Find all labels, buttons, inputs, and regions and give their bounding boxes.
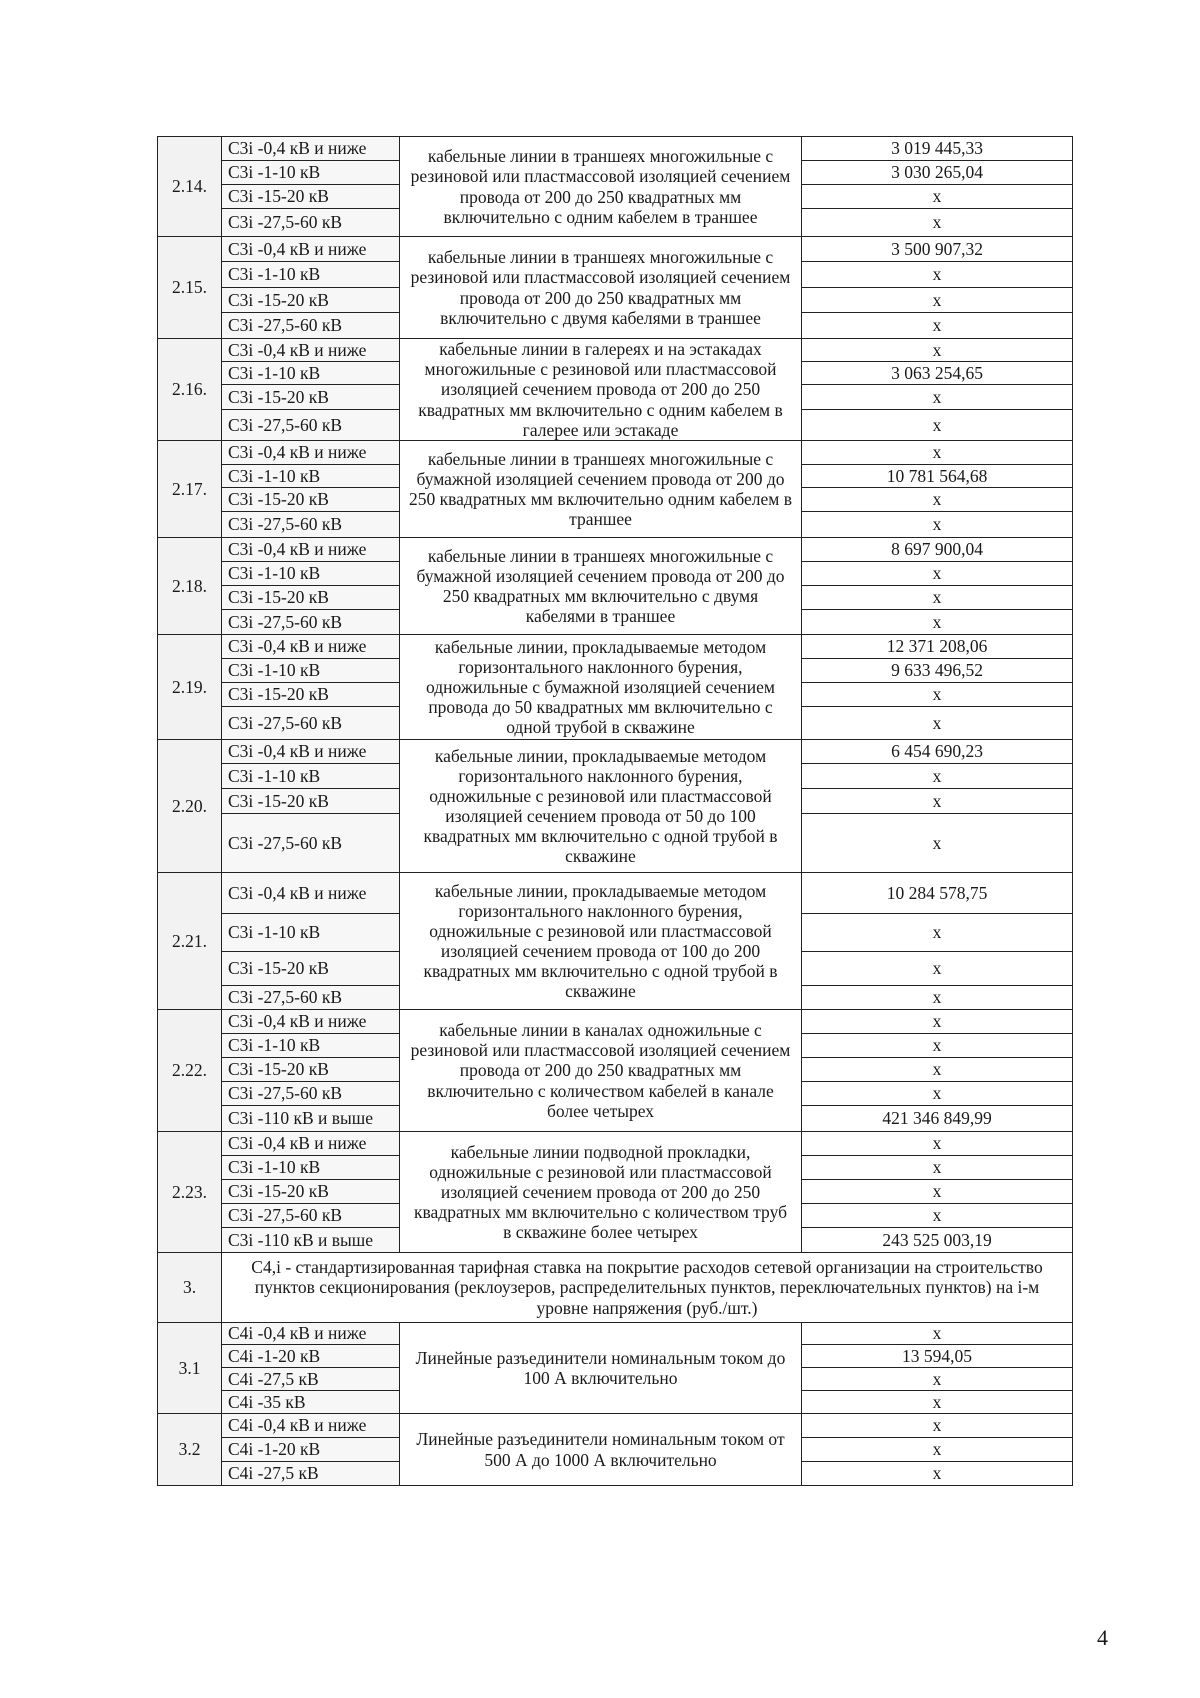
tariff-value: 9 633 496,52 (802, 659, 1073, 683)
table-row (158, 873, 1073, 914)
table-row (158, 1132, 1073, 1156)
voltage-level: С3i -1-10 кВ (222, 659, 400, 683)
voltage-level: С3i -27,5-60 кВ (222, 410, 400, 441)
voltage-level: С3i -27,5-60 кВ (222, 512, 400, 538)
voltage-level: С3i -27,5-60 кВ (222, 814, 400, 873)
tariff-value: x (802, 209, 1073, 237)
table-row (158, 339, 1073, 362)
table-row (158, 1323, 1073, 1345)
table-row (158, 237, 1073, 262)
voltage-level: С3i -15-20 кВ (222, 385, 400, 410)
voltage-level: С3i -15-20 кВ (222, 586, 400, 610)
table-row (158, 740, 1073, 764)
voltage-level: С3i -27,5-60 кВ (222, 1204, 400, 1228)
item-description: кабельные линии в траншеях многожильные с резиновой или пластмассовой изоляцией сечением провода от 200 до 250 квадратных мм включительно с одним кабелем в траншее (400, 137, 802, 237)
tariff-value: x (802, 339, 1073, 362)
tariff-value: 3 019 445,33 (802, 137, 1073, 161)
voltage-level: С3i -0,4 кВ и ниже (222, 441, 400, 465)
voltage-level: С3i -110 кВ и выше (222, 1106, 400, 1132)
voltage-level: С4i -27,5 кВ (222, 1368, 400, 1391)
page-number: 4 (1097, 1625, 1108, 1650)
tariff-value: 10 781 564,68 (802, 465, 1073, 488)
item-description: кабельные линии в каналах одножильные с резиновой или пластмассовой изоляцией сечением провода от 200 до 250 квадратных мм включительно с количеством кабелей в канале более четырех (400, 1010, 802, 1132)
voltage-level: С3i -0,4 кВ и ниже (222, 873, 400, 914)
tariff-value: x (802, 488, 1073, 512)
voltage-level: С3i -27,5-60 кВ (222, 209, 400, 237)
item-description: кабельные линии в траншеях многожильные с резиновой или пластмассовой изоляцией сечением провода от 200 до 250 квадратных мм включительно с двумя кабелями в траншее (400, 237, 802, 339)
voltage-level: С3i -27,5-60 кВ (222, 610, 400, 635)
item-number: 2.19. (158, 635, 222, 740)
voltage-level: С3i -27,5-60 кВ (222, 1082, 400, 1106)
voltage-level: С4i -0,4 кВ и ниже (222, 1414, 400, 1438)
voltage-level: С3i -1-10 кВ (222, 262, 400, 288)
voltage-level: С3i -1-10 кВ (222, 914, 400, 952)
tariff-table (157, 136, 1073, 1486)
voltage-level: С3i -0,4 кВ и ниже (222, 237, 400, 262)
tariff-value: x (802, 1414, 1073, 1438)
tariff-value: x (802, 914, 1073, 952)
section-text: С4,i - стандартизированная тарифная ставка на покрытие расходов сетевой организации на строительство пунктов секционирования (реклоузеров, распределительных пунктов, переключательных пунктов) на i-м уровне напряжения (руб./шт.) (222, 1253, 1073, 1323)
tariff-value: x (802, 441, 1073, 465)
table-row (158, 635, 1073, 659)
voltage-level: С3i -15-20 кВ (222, 683, 400, 707)
voltage-level: С3i -27,5-60 кВ (222, 707, 400, 740)
voltage-level: С3i -0,4 кВ и ниже (222, 137, 400, 161)
item-number: 2.21. (158, 873, 222, 1010)
voltage-level: С4i -1-20 кВ (222, 1438, 400, 1462)
tariff-value: x (802, 1391, 1073, 1414)
tariff-value: x (802, 512, 1073, 538)
voltage-level: С3i -27,5-60 кВ (222, 313, 400, 339)
tariff-value: 421 346 849,99 (802, 1106, 1073, 1132)
item-number: 2.14. (158, 137, 222, 237)
item-number: 2.16. (158, 339, 222, 441)
item-description: кабельные линии, прокладываемые методом горизонтального наклонного бурения, одножильные с бумажной изоляцией сечением провода до 50 квадратных мм включительно с одной трубой в скважине (400, 635, 802, 740)
tariff-value: x (802, 1082, 1073, 1106)
tariff-value: x (802, 610, 1073, 635)
voltage-level: С3i -1-10 кВ (222, 1156, 400, 1180)
tariff-value: x (802, 1323, 1073, 1345)
tariff-value: x (802, 1132, 1073, 1156)
tariff-value: 13 594,05 (802, 1345, 1073, 1368)
tariff-value: 8 697 900,04 (802, 538, 1073, 562)
voltage-level: С3i -1-10 кВ (222, 562, 400, 586)
voltage-level: С3i -15-20 кВ (222, 1058, 400, 1082)
voltage-level: С3i -1-10 кВ (222, 1034, 400, 1058)
tariff-value: 3 030 265,04 (802, 161, 1073, 185)
tariff-value: x (802, 288, 1073, 313)
tariff-value: x (802, 764, 1073, 789)
item-number: 2.20. (158, 740, 222, 873)
tariff-value: x (802, 262, 1073, 288)
table-row (158, 137, 1073, 161)
voltage-level: С3i -1-10 кВ (222, 161, 400, 185)
voltage-level: С3i -1-10 кВ (222, 362, 400, 385)
tariff-value: x (802, 313, 1073, 339)
section-number: 3. (158, 1253, 222, 1323)
voltage-level: С3i -0,4 кВ и ниже (222, 1132, 400, 1156)
tariff-value: x (802, 1462, 1073, 1486)
item-number: 2.17. (158, 441, 222, 538)
item-number: 3.2 (158, 1414, 222, 1486)
voltage-level: С3i -15-20 кВ (222, 185, 400, 209)
item-description: Линейные разъединители номинальным током до 100 А включительно (400, 1323, 802, 1414)
item-number: 3.1 (158, 1323, 222, 1414)
tariff-value: 3 063 254,65 (802, 362, 1073, 385)
voltage-level: С3i -15-20 кВ (222, 789, 400, 814)
tariff-value: x (802, 1034, 1073, 1058)
tariff-value: x (802, 586, 1073, 610)
voltage-level: С3i -0,4 кВ и ниже (222, 538, 400, 562)
voltage-level: С4i -35 кВ (222, 1391, 400, 1414)
table-row (158, 538, 1073, 562)
voltage-level: С3i -0,4 кВ и ниже (222, 635, 400, 659)
tariff-value: x (802, 1180, 1073, 1204)
item-description: Линейные разъединители номинальным током от 500 А до 1000 А включительно (400, 1414, 802, 1486)
tariff-value: x (802, 986, 1073, 1010)
voltage-level: С4i -0,4 кВ и ниже (222, 1323, 400, 1345)
tariff-value: 12 371 208,06 (802, 635, 1073, 659)
tariff-value: x (802, 683, 1073, 707)
tariff-value: x (802, 1058, 1073, 1082)
item-number: 2.23. (158, 1132, 222, 1253)
tariff-value: x (802, 789, 1073, 814)
item-description: кабельные линии в галереях и на эстакадах многожильные с резиновой или пластмассовой изоляцией сечением провода от 200 до 250 квадратных мм включительно с одним кабелем в галерее или эстакаде (400, 339, 802, 441)
table-row (158, 441, 1073, 465)
tariff-value: x (802, 562, 1073, 586)
tariff-value: x (802, 1368, 1073, 1391)
tariff-value: 6 454 690,23 (802, 740, 1073, 764)
table-row (158, 1010, 1073, 1034)
tariff-value: x (802, 1438, 1073, 1462)
tariff-value: x (802, 185, 1073, 209)
voltage-level: С3i -15-20 кВ (222, 288, 400, 313)
item-description: кабельные линии, прокладываемые методом горизонтального наклонного бурения, одножильные с резиновой или пластмассовой изоляцией сечением провода от 100 до 200 квадратных мм включительно с одной трубой в скважине (400, 873, 802, 1010)
voltage-level: С4i -1-20 кВ (222, 1345, 400, 1368)
item-number: 2.15. (158, 237, 222, 339)
section-row (158, 1253, 1073, 1323)
tariff-value: x (802, 385, 1073, 410)
item-description: кабельные линии в траншеях многожильные с бумажной изоляцией сечением провода от 200 до 250 квадратных мм включительно одним кабелем в траншее (400, 441, 802, 538)
voltage-level: С3i -15-20 кВ (222, 952, 400, 986)
voltage-level: С3i -0,4 кВ и ниже (222, 1010, 400, 1034)
voltage-level: С4i -27,5 кВ (222, 1462, 400, 1486)
tariff-value: 243 525 003,19 (802, 1228, 1073, 1253)
voltage-level: С3i -110 кВ и выше (222, 1228, 400, 1253)
table-row (158, 1414, 1073, 1438)
tariff-value: x (802, 814, 1073, 873)
voltage-level: С3i -0,4 кВ и ниже (222, 339, 400, 362)
voltage-level: С3i -15-20 кВ (222, 1180, 400, 1204)
tariff-table-body (158, 137, 1073, 1486)
tariff-value: 10 284 578,75 (802, 873, 1073, 914)
tariff-value: x (802, 1156, 1073, 1180)
voltage-level: С3i -1-10 кВ (222, 764, 400, 789)
tariff-value: x (802, 707, 1073, 740)
item-number: 2.22. (158, 1010, 222, 1132)
item-description: кабельные линии подводной прокладки, одножильные с резиновой или пластмассовой изоляцией сечением провода от 200 до 250 квадратных мм включительно с количеством труб в скважине более четырех (400, 1132, 802, 1253)
voltage-level: С3i -15-20 кВ (222, 488, 400, 512)
voltage-level: С3i -1-10 кВ (222, 465, 400, 488)
tariff-value: x (802, 1204, 1073, 1228)
tariff-value: x (802, 1010, 1073, 1034)
tariff-value: x (802, 952, 1073, 986)
tariff-value: 3 500 907,32 (802, 237, 1073, 262)
voltage-level: С3i -27,5-60 кВ (222, 986, 400, 1010)
item-description: кабельные линии в траншеях многожильные с бумажной изоляцией сечением провода от 200 до 250 квадратных мм включительно с двумя кабелями в траншее (400, 538, 802, 635)
item-number: 2.18. (158, 538, 222, 635)
voltage-level: С3i -0,4 кВ и ниже (222, 740, 400, 764)
tariff-value: x (802, 410, 1073, 441)
item-description: кабельные линии, прокладываемые методом горизонтального наклонного бурения, одножильные с резиновой или пластмассовой изоляцией сечением провода от 50 до 100 квадратных мм включительно с одной трубой в скважине (400, 740, 802, 873)
